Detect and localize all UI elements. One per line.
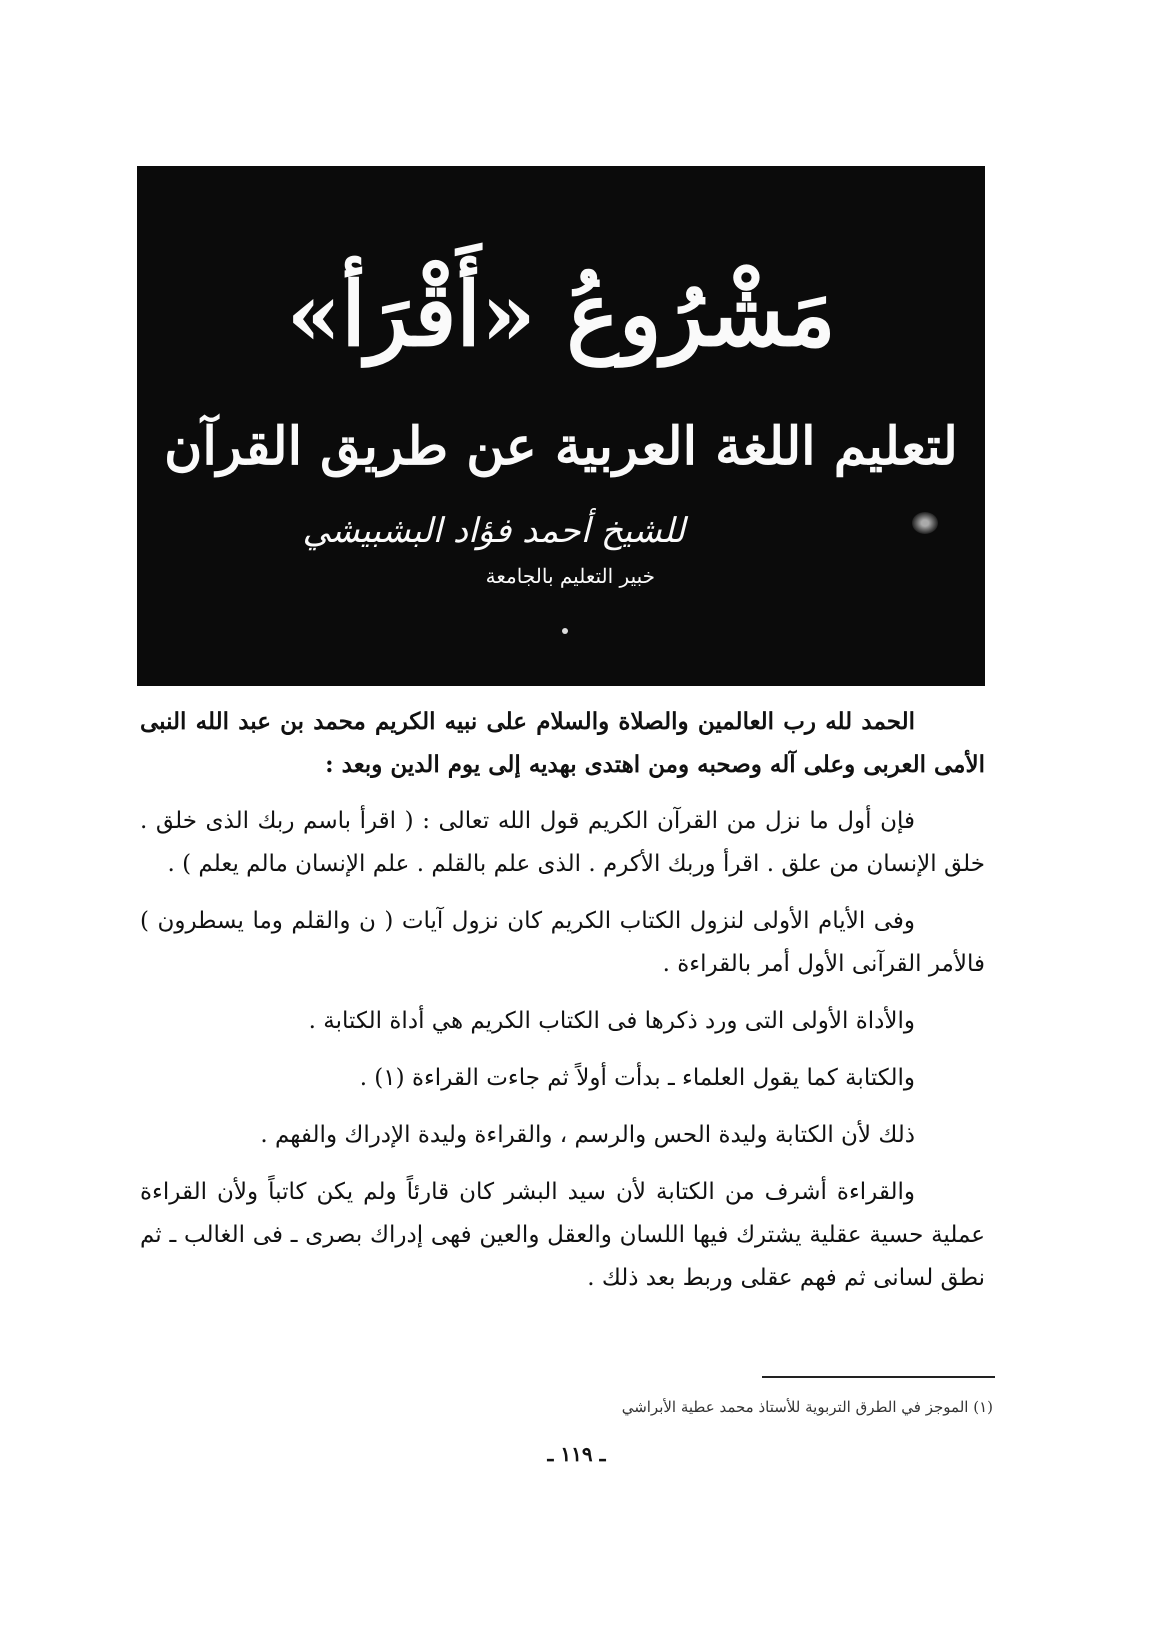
paragraph-1: الحمد لله رب العالمين والصلاة والسلام على نبيه الكريم محمد بن عبد الله النبى الأمى العربى وعلى آله وصحبه ومن اهتدى بهديه إلى يوم الدين وبعد : xyxy=(140,708,985,778)
paragraph-4: والأداة الأولى التى ورد ذكرها فى الكتاب الكريم هي أداة الكتابة . xyxy=(308,1008,915,1034)
banner-author-role: خبير التعليم بالجامعة xyxy=(485,564,655,588)
banner-title: مَشْرُوعُ «أَقْرَأ» xyxy=(286,262,836,366)
paragraph-3: وفى الأيام الأولى لنزول الكتاب الكريم كان نزول آيات ( ن والقلم وما يسطرون ) فالأمر القرآنى الأول أمر بالقراءة . xyxy=(140,908,985,977)
body-text xyxy=(140,700,985,1314)
paragraph-7: والقراءة أشرف من الكتابة لأن سيد البشر كان قارئاً ولم يكن كاتباً ولأن القراءة عملية حسية عقلية يشترك فيها اللسان والعقل والعين فهى إدراك بصرى ـ فى الغالب ـ ثم نطق لسانى ثم فهم عقلى وربط بعد ذلك . xyxy=(140,1179,985,1291)
banner-author: للشيخ أحمد فؤاد البشبيشي xyxy=(302,511,685,551)
footnote-divider xyxy=(762,1376,995,1378)
footnote: (١) الموجز في الطرق التربوية للأستاذ محمد عطية الأبراشي xyxy=(621,1398,993,1416)
ornament-icon xyxy=(912,512,938,534)
banner-subtitle: لتعليم اللغة العربية عن طريق القرآن xyxy=(164,416,958,477)
title-banner xyxy=(137,166,985,686)
paragraph-5: والكتابة كما يقول العلماء ـ بدأت أولاً ثم جاءت القراءة (١) . xyxy=(359,1065,915,1091)
paragraph-6: ذلك لأن الكتابة وليدة الحس والرسم ، والقراءة وليدة الإدراك والفهم . xyxy=(260,1122,915,1148)
page-number: ـ ١١٩ ـ xyxy=(547,1442,606,1466)
paragraph-2: فإن أول ما نزل من القرآن الكريم قول الله تعالى : ( اقرأ باسم ربك الذى خلق . خلق الإنسان من علق . اقرأ وربك الأكرم . الذى علم بالقلم . علم الإنسان مالم يعلم ) . xyxy=(140,808,985,877)
dot-mark xyxy=(562,628,568,634)
